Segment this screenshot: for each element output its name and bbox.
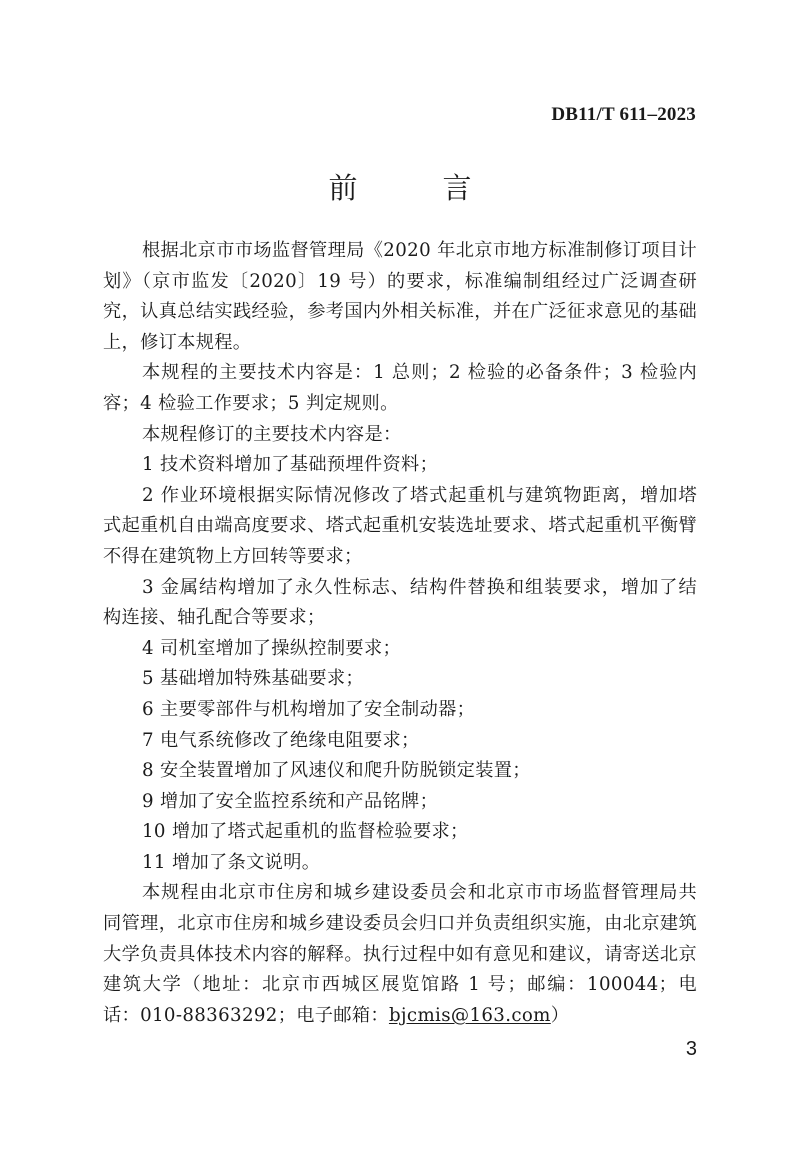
management-text: 本规程由北京市住房和城乡建设委员会和北京市市场监督管理局共同管理，北京市住房和城乡建设委员会归口并负责组织实施，由北京建筑大学负责具体技术内容的解释。执行过程中如有意见和建议，请寄送北京建筑大学（地址：北京市西城区展览馆路 1 号；邮编：100044；电话：010-88363292；电子邮箱： bbox=[103, 882, 697, 1026]
revision-item: 11 增加了条文说明。 bbox=[142, 851, 321, 873]
revision-item: 7 电气系统修改了绝缘电阻要求； bbox=[142, 729, 420, 751]
standard-code: DB11/T 611–2023 bbox=[551, 104, 696, 125]
revision-item: 10 增加了塔式起重机的监督检验要求； bbox=[142, 821, 469, 843]
closing-paren: ） bbox=[550, 1004, 570, 1026]
revision-item: 5 基础增加特殊基础要求； bbox=[142, 668, 364, 690]
revision-item: 4 司机室增加了操纵控制要求； bbox=[142, 637, 402, 659]
revision-item: 9 增加了安全监控系统和产品铭牌； bbox=[142, 790, 439, 812]
revision-item: 3 金属结构增加了永久性标志、结构件替换和组装要求，增加了结构连接、轴孔配合等要求； bbox=[103, 576, 697, 629]
paragraph-management bbox=[103, 878, 697, 1031]
preface-body bbox=[103, 236, 697, 1031]
revision-item: 2 作业环境根据实际情况修改了塔式起重机与建筑物距离，增加塔式起重机自由端高度要求、塔式起重机安装选址要求、塔式起重机平衡臂不得在建筑物上方回转等要求； bbox=[103, 484, 697, 567]
email-link[interactable]: bjcmis@163.com bbox=[388, 1004, 551, 1026]
revision-item: 1 技术资料增加了基础预埋件资料； bbox=[142, 454, 439, 476]
revision-item: 8 安全装置增加了风速仪和爬升防脱锁定装置； bbox=[142, 760, 531, 782]
page-number: 3 bbox=[685, 1038, 697, 1060]
paragraph-background: 根据北京市市场监督管理局《2020 年北京市地方标准制修订项目计划》（京市监发〔2020〕19 号）的要求，标准编制组经过广泛调查研究，认真总结实践经验，参考国内外相关标准，并在广泛征求意见的基础上，修订本规程。 bbox=[103, 240, 697, 353]
page-title: 前 言 bbox=[328, 171, 500, 205]
paragraph-revision-intro: 本规程修订的主要技术内容是： bbox=[142, 423, 402, 445]
paragraph-main-content: 本规程的主要技术内容是：1 总则；2 检验的必备条件；3 检验内容；4 检验工作要求；5 判定规则。 bbox=[103, 362, 697, 414]
revision-item: 6 主要零部件与机构增加了安全制动器； bbox=[142, 698, 476, 720]
